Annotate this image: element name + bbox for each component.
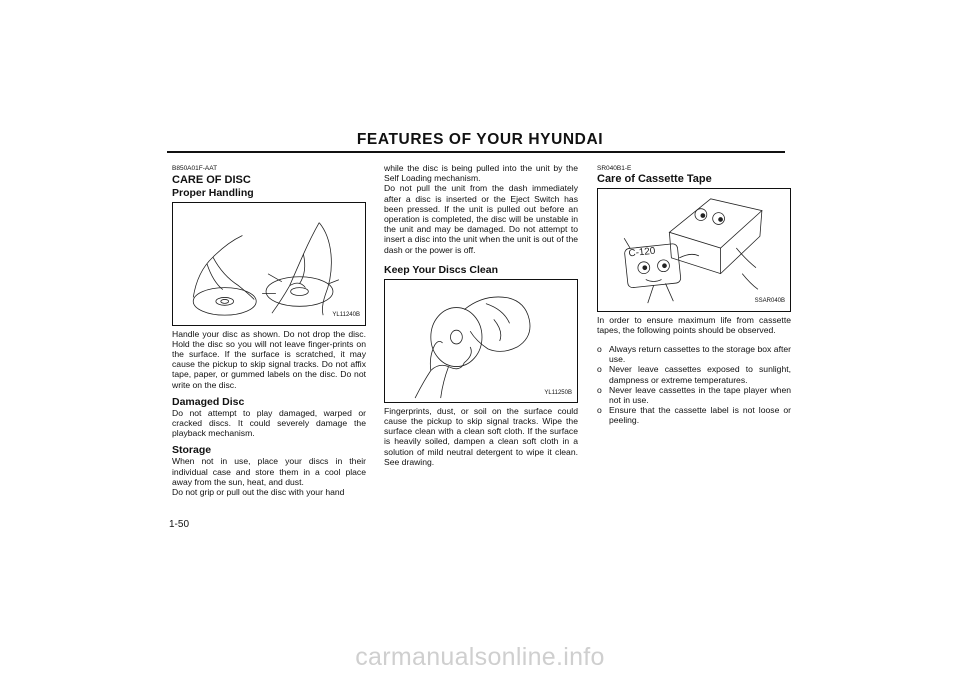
page-header-title: FEATURES OF YOUR HYUNDAI bbox=[356, 131, 604, 148]
disc-cleaning-illustration bbox=[385, 280, 577, 402]
column-care-of-disc bbox=[172, 163, 366, 497]
header-rule bbox=[167, 151, 785, 153]
list-item bbox=[597, 385, 791, 405]
subsection-title-storage: Storage bbox=[172, 444, 212, 457]
figure-label: YL11240B bbox=[332, 312, 360, 319]
subsection-title-keep-clean: Keep Your Discs Clean bbox=[384, 263, 498, 276]
list-item-text: Never leave cassettes in the tape player when not in use. bbox=[609, 384, 791, 405]
dash-warning-text: Do not pull the unit from the dash immediately after a disc is inserted or the Eject Switch has been pressed. If the unit is pulled out before an operation is completed, the disc will be unstable in the unit and may be damaged. Do not attempt to insert a disc into the unit when the unit is out of the dash or the power is off. bbox=[384, 183, 578, 255]
figure-label: SSAR040B bbox=[754, 298, 785, 305]
disc-handling-illustration bbox=[173, 203, 365, 325]
cassette-care-list bbox=[597, 344, 791, 426]
figure-disc-cleaning bbox=[384, 279, 578, 403]
storage-text-continued: Do not grip or pull out the disc with your hand bbox=[172, 486, 345, 497]
handling-text: Handle your disc as shown. Do not drop the disc. Hold the disc so you will not leave finger-prints on the surface. If the surface is scratched, it may cause the pickup to skip signal tracks. Do not affix tape, paper, or gummed labels on the disc. Do not write on the disc. bbox=[172, 328, 366, 390]
clean-text: Fingerprints, dust, or soil on the surface could cause the pickup to skip signal tracks. Wipe the surface clean with a clean soft cloth. If the surface is heavily soiled, dampen a clean soft cloth in a solution of mild neutral detergent to wipe it clean. See drawing. bbox=[384, 405, 578, 467]
bullet-mark: o bbox=[597, 405, 602, 416]
damaged-disc-text: Do not attempt to play damaged, warped or cracked discs. It could severely damage the playback mechanism. bbox=[172, 407, 366, 439]
watermark: carmanualsonline.info bbox=[355, 643, 605, 671]
self-loading-text: while the disc is being pulled into the unit by the Self Loading mechanism. bbox=[384, 163, 578, 184]
list-item bbox=[597, 405, 791, 425]
bullet-mark: o bbox=[597, 343, 602, 354]
figure-disc-handling bbox=[172, 202, 366, 326]
subsection-title-damaged-disc: Damaged Disc bbox=[172, 395, 245, 408]
section-title: CARE OF DISC bbox=[172, 174, 251, 186]
list-item-text: Ensure that the cassette label is not loose or peeling. bbox=[609, 405, 791, 426]
column-cassette-care bbox=[597, 163, 791, 426]
section-code: SR040B1-E bbox=[597, 165, 632, 172]
cassette-label-text: C-120 bbox=[628, 245, 656, 259]
cassette-cartoon-illustration bbox=[598, 189, 790, 311]
list-item-text: Never leave cassettes exposed to sunlight, dampness or extreme temperatures. bbox=[609, 364, 791, 385]
figure-label: YL11250B bbox=[544, 389, 572, 396]
page-number: 1-50 bbox=[169, 519, 190, 530]
cassette-intro-text: In order to ensure maximum life from cassette tapes, the following points should be observed. bbox=[597, 314, 791, 335]
list-item-text: Always return cassettes to the storage box after use. bbox=[609, 343, 791, 365]
storage-text: When not in use, place your discs in their individual case and store them in a cool place away from the sun, heat, and dust. bbox=[172, 456, 366, 487]
figure-cassette-cartoon bbox=[597, 188, 791, 312]
column-keep-discs-clean bbox=[384, 163, 578, 467]
bullet-mark: o bbox=[597, 384, 602, 395]
list-item bbox=[597, 344, 791, 364]
section-title: Care of Cassette Tape bbox=[597, 173, 712, 185]
list-item bbox=[597, 364, 791, 384]
section-code: B850A01F-AAT bbox=[172, 165, 218, 172]
subsection-title-proper-handling: Proper Handling bbox=[172, 187, 254, 199]
bullet-mark: o bbox=[597, 364, 602, 375]
